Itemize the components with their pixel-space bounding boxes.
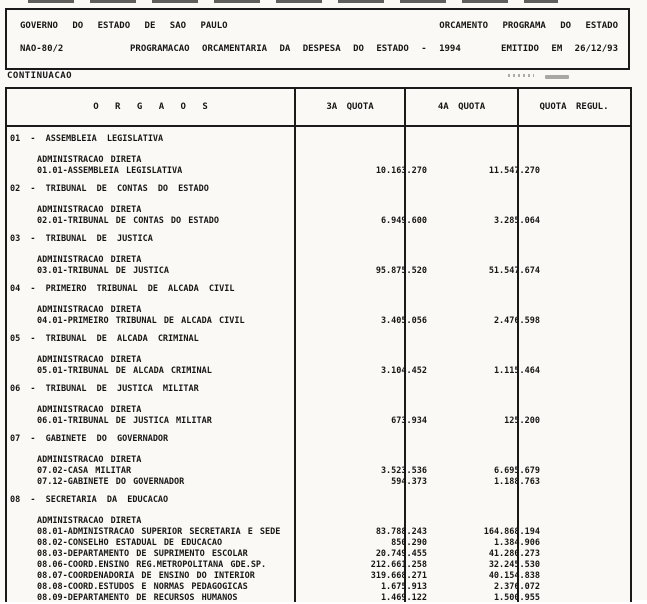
orgao-cell: ADMINISTRACAO DIRETA [37,205,142,215]
orgao-cell: 06 - TRIBUNAL DE JUSTICA MILITAR [10,384,199,394]
quota4-cell [408,434,521,445]
section-subheader-row [7,255,630,266]
quota4-cell [435,155,548,166]
quota3-cell: 3.405.056 [380,316,427,326]
quota-regul-cell [521,334,630,345]
quota4-cell: 41.280.273 [488,549,540,559]
section-subheader-row [7,205,630,216]
table-header-row [7,89,630,127]
orgao-cell: 03 - TRIBUNAL DE JUSTICA [10,234,153,244]
spacer-row [7,295,630,305]
quota3-cell [298,184,408,195]
table-row [7,166,630,177]
quota3-cell [325,205,435,216]
quota4-cell: 51.547.674 [488,266,540,276]
quota3-cell: 673.934 [391,416,427,426]
table-row [7,582,630,593]
quota4-cell: 3.285.064 [493,216,540,226]
report-subtitle: PROGRAMACAO ORCAMENTARIA DA DESPESA DO ESTADO - 1994 [130,44,461,54]
quota4-cell: 1.188.763 [493,477,540,487]
budget-table [5,87,632,602]
table-row [7,538,630,549]
orgao-cell: ADMINISTRACAO DIRETA [37,155,142,165]
quota3-cell [325,255,435,266]
quota-regul-cell [548,205,630,216]
quota4-cell: 2.376.072 [493,582,540,592]
quota3-cell [298,434,408,445]
quota-regul-cell [548,516,630,527]
quota3-cell: 6.949.600 [380,216,427,226]
section-title-row [7,384,630,395]
quota3-cell: 1.675.913 [380,582,427,592]
quota3-cell [325,305,435,316]
quota-regul-cell [548,405,630,416]
quota4-cell: 164.868.194 [483,527,540,537]
quota-regul-cell [548,355,630,366]
table-row [7,527,630,538]
orgao-cell: 05 - TRIBUNAL DE ALCADA CRIMINAL [10,334,199,344]
quota4-cell: 32.245.530 [488,560,540,570]
orgao-cell: ADMINISTRACAO DIRETA [37,355,142,365]
table-row [7,416,630,427]
spacer-row [7,395,630,405]
spacer-row [7,245,630,255]
quota-regul-cell [521,184,630,195]
org-section [7,277,630,327]
quota3-cell: 1.469.122 [380,593,427,603]
quota4-cell: 125.200 [504,416,540,426]
orgao-cell: 02 - TRIBUNAL DE CONTAS DO ESTADO [10,184,209,194]
scan-artifact-top-line [28,0,558,3]
quota-regul-cell [548,216,630,227]
quota-regul-cell [548,593,630,604]
column-header-orgaos: O R G A O S [93,102,209,112]
section-subheader-row [7,305,630,316]
table-row [7,266,630,277]
quota-regul-cell [548,316,630,327]
quota4-cell [408,234,521,245]
quota3-cell [325,405,435,416]
quota4-cell: 40.154.838 [488,571,540,581]
quota3-cell: 594.373 [391,477,427,487]
org-section [7,227,630,277]
quota-regul-cell [548,366,630,377]
orgao-cell: ADMINISTRACAO DIRETA [37,455,142,465]
org-section [7,327,630,377]
quota-regul-cell [548,549,630,560]
orgao-cell: 08.07-COORDENADORIA DE ENSINO DO INTERIOR [37,571,255,581]
orgao-cell: 07.02-CASA MILITAR [37,466,132,476]
quota4-cell [408,184,521,195]
scan-artifact-dots [508,74,534,77]
quota-regul-cell [548,477,630,488]
report-code: NAO-80/2 [20,44,64,54]
table-row [7,549,630,560]
quota-regul-cell [521,234,630,245]
orgao-cell: 05.01-TRIBUNAL DE ALCADA CRIMINAL [37,366,212,376]
government-title: GOVERNO DO ESTADO DE SAO PAULO [20,21,228,31]
quota4-cell [408,334,521,345]
quota-regul-cell [548,527,630,538]
quota3-cell: 850.290 [391,538,427,548]
column-header-quota-regul: QUOTA REGUL. [539,102,609,112]
quota-regul-cell [521,495,630,506]
table-row [7,316,630,327]
quota-regul-cell [521,284,630,295]
quota-regul-cell [548,455,630,466]
quota4-cell: 1.384.906 [493,538,540,548]
orgao-cell: 03.01-TRIBUNAL DE JUSTICA [37,266,169,276]
continuation-label: CONTINUACAO [7,71,73,81]
quota3-cell: 3.104.452 [380,366,427,376]
quota-regul-cell [548,582,630,593]
quota4-cell: 11.547.270 [488,166,540,176]
quota3-cell [298,334,408,345]
orgao-cell: ADMINISTRACAO DIRETA [37,516,142,526]
header-line-1 [7,21,628,33]
table-body [7,127,630,604]
quota3-cell [325,455,435,466]
quota-regul-cell [548,538,630,549]
quota3-cell [298,495,408,506]
orgao-cell: 08.06-COORD.ENSINO REG.METROPOLITANA GDE.SP. [37,560,267,570]
column-header-quota4: 4A QUOTA [437,102,486,112]
quota3-cell [325,155,435,166]
quota4-cell [435,355,548,366]
orgao-cell: 08 - SECRETARIA DA EDUCACAO [10,495,169,505]
orgao-cell: ADMINISTRACAO DIRETA [37,305,142,315]
orgao-cell: 07.12-GABINETE DO GOVERNADOR [37,477,185,487]
section-subheader-row [7,516,630,527]
table-row [7,560,630,571]
quota4-cell [435,255,548,266]
quota3-cell [298,234,408,245]
quota-regul-cell [548,466,630,477]
spacer-row [7,345,630,355]
org-section [7,177,630,227]
org-section [7,427,630,488]
orgao-cell: 04.01-PRIMEIRO TRIBUNAL DE ALCADA CIVIL [37,316,245,326]
quota4-cell [408,134,521,145]
quota-regul-cell [548,416,630,427]
orgao-cell: 08.03-DEPARTAMENTO DE SUPRIMENTO ESCOLAR [37,549,248,559]
header-line-2 [7,44,628,56]
section-title-row [7,334,630,345]
orgao-cell: ADMINISTRACAO DIRETA [37,255,142,265]
section-title-row [7,234,630,245]
quota-regul-cell [548,255,630,266]
section-subheader-row [7,405,630,416]
quota-regul-cell [548,571,630,582]
orgao-cell: 08.02-CONSELHO ESTADUAL DE EDUCACAO [37,538,223,548]
org-section [7,127,630,177]
quota-regul-cell [521,134,630,145]
quota4-cell [435,405,548,416]
spacer-row [7,145,630,155]
section-title-row [7,184,630,195]
quota4-cell [435,516,548,527]
orgao-cell: 08.08-COORD.ESTUDOS E NORMAS PEDAGOGICAS [37,582,248,592]
emitted-date: EMITIDO EM 26/12/93 [501,44,618,54]
spacer-row [7,195,630,205]
section-title-row [7,134,630,145]
orgao-cell: 02.01-TRIBUNAL DE CONTAS DO ESTADO [37,216,219,226]
quota3-cell: 95.875.520 [375,266,427,276]
quota3-cell: 20.749.455 [375,549,427,559]
quota3-cell: 212.661.258 [370,560,427,570]
quota4-cell [435,305,548,316]
quota3-cell [298,134,408,145]
table-row [7,366,630,377]
section-subheader-row [7,355,630,366]
quota4-cell: 1.115.464 [493,366,540,376]
spacer-row [7,445,630,455]
orgao-cell: 01.01-ASSEMBLEIA LEGISLATIVA [37,166,183,176]
quota4-cell: 2.476.598 [493,316,540,326]
quota3-cell: 10.163.270 [375,166,427,176]
quota3-cell: 3.523.536 [380,466,427,476]
quota4-cell: 1.500.955 [493,593,540,603]
spacer-row [7,506,630,516]
quota4-cell [435,205,548,216]
quota-regul-cell [548,266,630,277]
report-header-box [5,8,630,70]
report-name: ORCAMENTO PROGRAMA DO ESTADO [439,21,618,31]
quota4-cell: 6.695.679 [493,466,540,476]
orgao-cell: ADMINISTRACAO DIRETA [37,405,142,415]
quota3-cell [325,355,435,366]
section-subheader-row [7,455,630,466]
quota3-cell [298,384,408,395]
org-section [7,377,630,427]
quota3-cell [298,284,408,295]
orgao-cell: 04 - PRIMEIRO TRIBUNAL DE ALCADA CIVIL [10,284,235,294]
quota3-cell: 319.668.271 [370,571,427,581]
quota3-cell [325,516,435,527]
quota4-cell [408,384,521,395]
table-row [7,466,630,477]
quota4-cell [408,284,521,295]
orgao-cell: 08.09-DEPARTAMENTO DE RECURSOS HUMANOS [37,593,238,603]
section-title-row [7,434,630,445]
quota-regul-cell [548,560,630,571]
orgao-cell: 07 - GABINETE DO GOVERNADOR [10,434,169,444]
orgao-cell: 08.01-ADMINISTRACAO SUPERIOR SECRETARIA E SEDE [37,527,281,537]
column-header-quota3: 3A QUOTA [326,102,374,112]
quota-regul-cell [548,166,630,177]
table-row [7,216,630,227]
quota-regul-cell [521,434,630,445]
quota4-cell [435,455,548,466]
quota3-cell: 83.788.243 [375,527,427,537]
quota-regul-cell [521,384,630,395]
section-title-row [7,495,630,506]
orgao-cell: 01 - ASSEMBLEIA LEGISLATIVA [10,134,164,144]
table-row [7,593,630,604]
section-title-row [7,284,630,295]
orgao-cell: 06.01-TRIBUNAL DE JUSTICA MILITAR [37,416,212,426]
quota-regul-cell [548,155,630,166]
quota4-cell [408,495,521,506]
scan-artifact-dash [545,75,569,79]
table-row [7,477,630,488]
table-row [7,571,630,582]
section-subheader-row [7,155,630,166]
org-section [7,488,630,604]
quota-regul-cell [548,305,630,316]
